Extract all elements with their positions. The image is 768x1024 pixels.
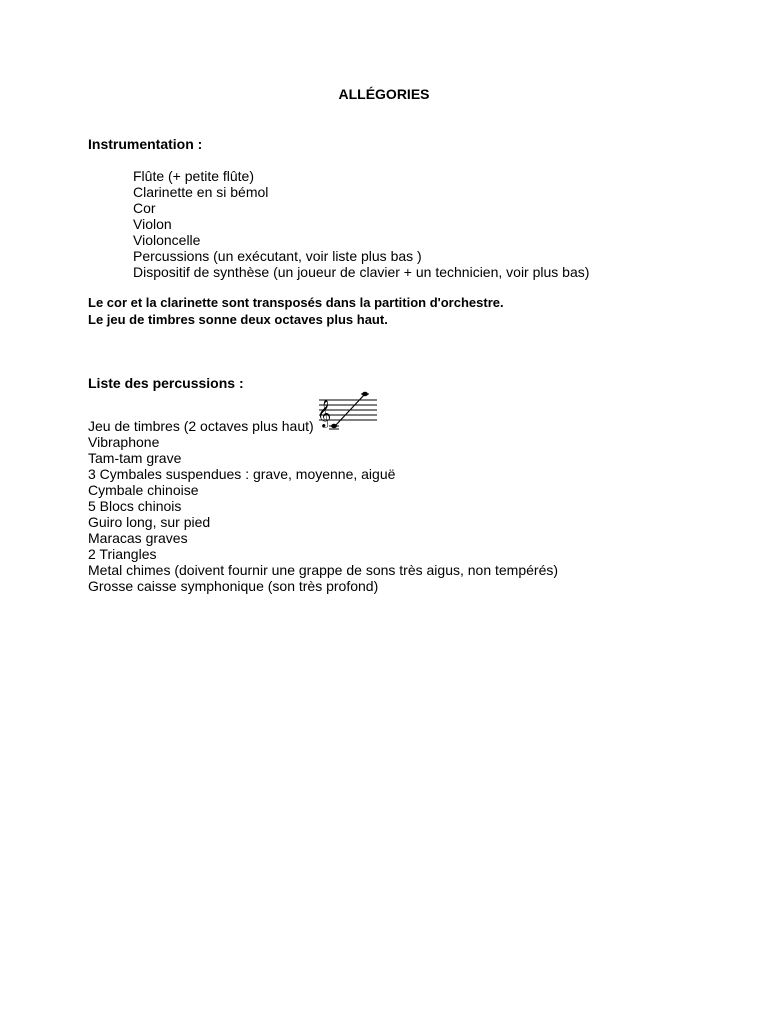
instrumentation-heading: Instrumentation : bbox=[88, 136, 203, 152]
percussion-item: Jeu de timbres (2 octaves plus haut) bbox=[88, 418, 314, 434]
transposition-note bbox=[88, 294, 504, 328]
page-title: ALLÉGORIES bbox=[338, 86, 430, 102]
instrument-item: Cor bbox=[133, 200, 156, 216]
percussion-list bbox=[88, 418, 558, 594]
instrument-item: Dispositif de synthèse (un joueur de clavier + un technicien, voir plus bas) bbox=[133, 264, 590, 280]
instrument-item: Violoncelle bbox=[133, 232, 201, 248]
percussion-item: Vibraphone bbox=[88, 434, 160, 450]
percussion-heading: Liste des percussions : bbox=[88, 375, 244, 391]
instrument-item: Flûte (+ petite flûte) bbox=[133, 168, 255, 184]
svg-text:𝄞: 𝄞 bbox=[317, 399, 332, 427]
percussion-item: 3 Cymbales suspendues : grave, moyenne, aiguë bbox=[88, 466, 396, 482]
percussion-item: 5 Blocs chinois bbox=[88, 498, 182, 514]
transposition-note-line: Le jeu de timbres sonne deux octaves plus haut. bbox=[88, 312, 388, 327]
percussion-item: Tam-tam grave bbox=[88, 450, 182, 466]
percussion-item: Maracas graves bbox=[88, 530, 188, 546]
instrument-item: Clarinette en si bémol bbox=[133, 184, 269, 200]
percussion-item: Grosse caisse symphonique (son très profond) bbox=[88, 578, 379, 594]
instrument-item: Violon bbox=[133, 216, 172, 232]
percussion-item: 2 Triangles bbox=[88, 546, 157, 562]
percussion-item: Cymbale chinoise bbox=[88, 482, 199, 498]
instrument-item: Percussions (un exécutant, voir liste plus bas ) bbox=[133, 248, 422, 264]
instrument-list bbox=[133, 168, 589, 280]
percussion-item: Metal chimes (doivent fournir une grappe de sons très aigus, non tempérés) bbox=[88, 562, 559, 578]
transposition-note-line: Le cor et la clarinette sont transposés dans la partition d'orchestre. bbox=[88, 295, 504, 310]
percussion-item: Guiro long, sur pied bbox=[88, 514, 211, 530]
